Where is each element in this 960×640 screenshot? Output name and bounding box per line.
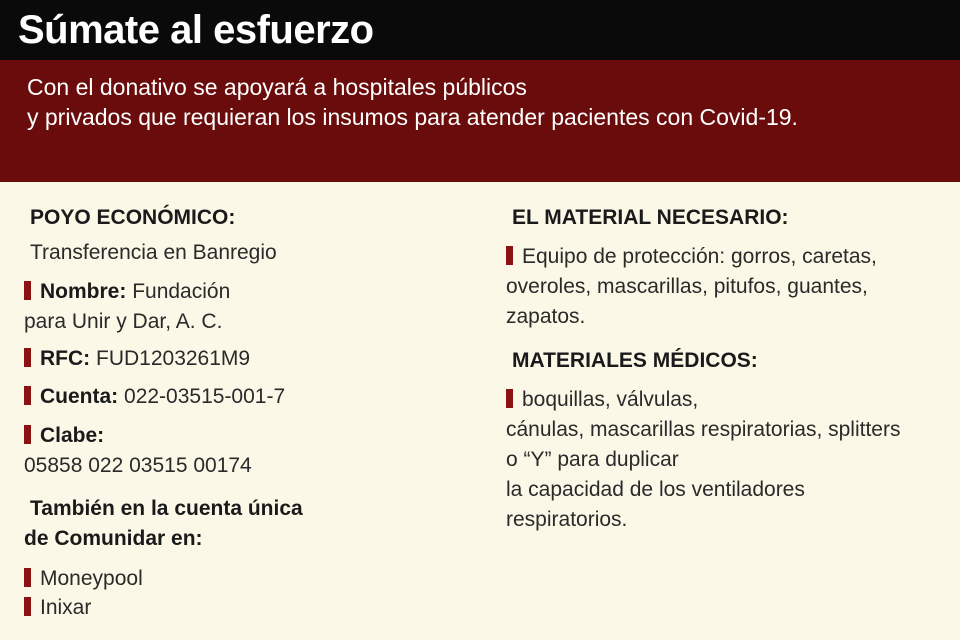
medical-line-3: o “Y” para duplicar [506,448,679,471]
nombre-value-line1: Fundación [132,280,231,303]
intro-text [27,72,927,132]
medical-line-4: la capacidad de los ventiladores [506,478,805,501]
platform-item-moneypool [24,564,143,594]
also-line-2: de Comunidar en: [24,527,203,550]
also-line-1: También en la cuenta única [30,497,303,520]
medical-line-1: boquillas, válvulas, [522,388,699,411]
cuenta-item [24,382,285,412]
rfc-item [24,344,250,374]
bullet-mark [24,568,31,587]
medical-line-5: respiratorios. [506,508,628,531]
intro-line-2: y privados que requieran los insumos para atender pacientes con Covid-19. [27,104,798,130]
platform-item-inixar [24,593,91,623]
medical-item [506,385,900,535]
medical-line-2: cánulas, mascarillas respiratorias, splitters [506,418,901,441]
cuenta-value: 022-03515-001-7 [124,385,286,408]
nombre-value-line2: para Unir y Dar, A. C. [24,310,223,333]
bullet-mark [24,348,31,367]
material-line-3: zapatos. [506,305,586,328]
clabe-label: Clabe: [40,424,105,447]
rfc-label: RFC: [40,347,91,370]
nombre-label: Nombre: [40,280,127,303]
clabe-item [24,421,252,481]
page-title: Súmate al esfuerzo [18,8,374,52]
material-line-2: overoles, mascarillas, pitufos, guantes, [506,275,868,298]
medical-heading: MATERIALES MÉDICOS: [512,349,758,372]
platform-name: Moneypool [40,567,143,590]
bullet-mark [24,597,31,616]
financial-support-heading: POYO ECONÓMICO: [30,206,236,229]
bullet-mark [506,389,513,408]
bullet-mark [24,281,31,300]
intro-line-1: Con el donativo se apoyará a hospitales públicos [27,74,527,100]
material-line-1: Equipo de protección: gorros, caretas, [522,245,877,268]
transfer-text: Transferencia en Banregio [30,241,277,264]
bullet-mark [506,246,513,265]
cuenta-label: Cuenta: [40,385,119,408]
rfc-value: FUD1203261M9 [96,347,251,370]
bullet-mark [24,386,31,405]
clabe-value: 05858 022 03515 00174 [24,454,252,477]
also-heading [24,494,303,554]
material-item [506,242,877,332]
platform-name: Inixar [40,596,92,619]
material-heading: EL MATERIAL NECESARIO: [512,206,789,229]
bullet-mark [24,425,31,444]
nombre-item [24,277,230,337]
